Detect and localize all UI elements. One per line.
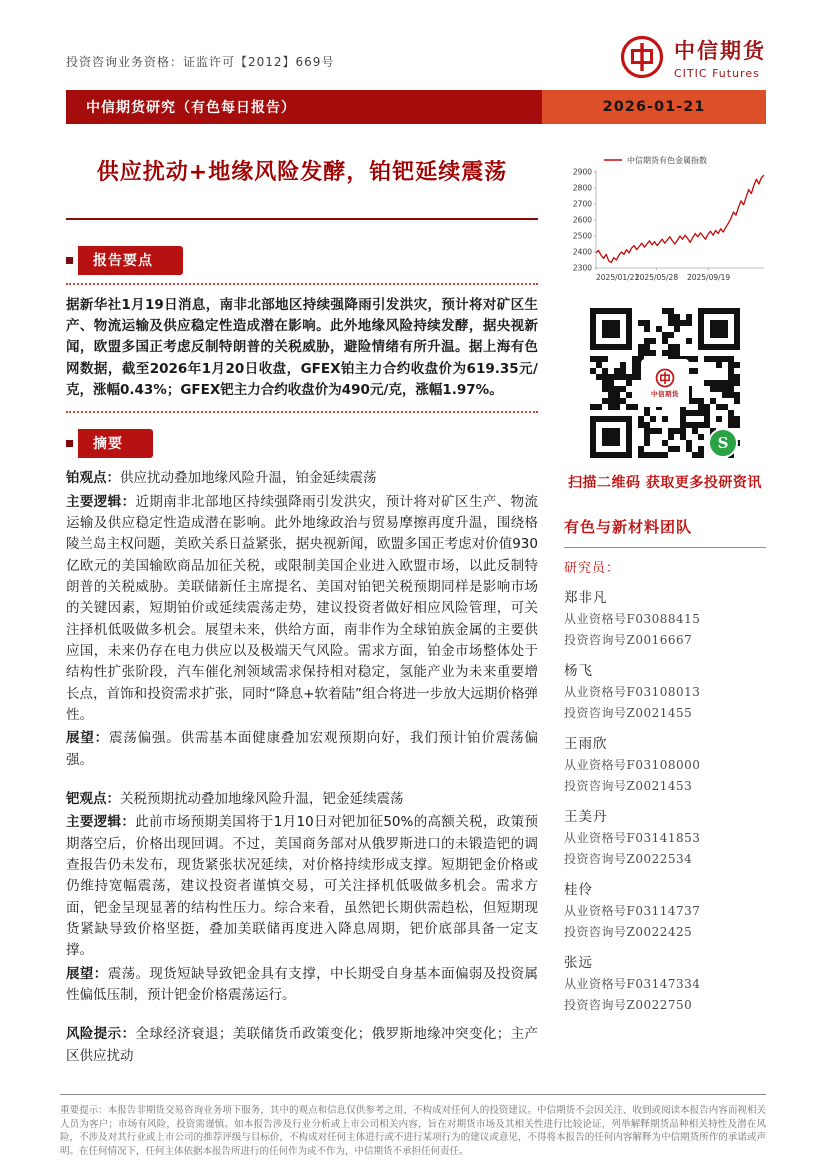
researcher-entry: [564, 732, 766, 794]
researcher-entry: [564, 586, 766, 648]
summary-block-label: 铂观点：: [66, 470, 120, 487]
researcher-cert-number: 从业资格号F03108000: [564, 758, 701, 772]
researcher-advisory-number: 投资咨询号Z0022425: [564, 925, 693, 939]
report-banner: [66, 90, 766, 124]
team-title: 有色与新材料团队: [564, 518, 693, 536]
badge-square-icon: [66, 257, 73, 264]
summary-block-text: 全球经济衰退；美联储货币政策变化；俄罗斯地缘冲突变化；主产区供应扰动: [66, 1026, 539, 1064]
researcher-advisory-number: 投资咨询号Z0016667: [564, 633, 693, 647]
svg-text:2300: 2300: [572, 263, 592, 273]
brand-name-cn: 中信期货: [674, 38, 766, 63]
summary-block-label: 主要逻辑：: [66, 493, 136, 510]
disclaimer: 重要提示：本报告非期货交易咨询业务项下服务，其中的观点和信息仅供参考之用，不构成对任何人的投资建议。中信期货不会因关注、收到或阅读本报告内容而视相关人员为客户；市场有风险，投资需谨慎。如本报告涉及行业分析或上市公司相关内容，旨在对期货市场及其相关性进行比较论证，列举解释期货品种相关特性及潜在风险，不涉及对其行业或上市公司的推荐评级与目标价，不构成对任何主体进行或不进行某项行为的建议或意见，不得将本报告的任何内容解释为中信期货所作的承诺或声明。在任何情况下，任何主体依据本报告所进行的任何作为或不作为，中信期货不承担任何责任。: [60, 1094, 766, 1159]
badge-square-icon: [66, 440, 73, 447]
researcher-cert-number: 从业资格号F03114737: [564, 904, 701, 918]
summary-block: [66, 728, 538, 771]
summary-blocks: [66, 468, 538, 1067]
report-title: 供应扰动+地缘风险发酵，铂钯延续震荡: [96, 160, 508, 185]
summary-block-label: 展望：: [66, 730, 109, 747]
researcher-entry: [564, 805, 766, 867]
qr-caption: 扫描二维码 获取更多投研资讯: [568, 475, 762, 491]
qr-center-brand-text: 中信期货: [651, 390, 679, 398]
researcher-name: 王美丹: [564, 809, 608, 825]
dotted-divider: [66, 283, 538, 285]
banner-title: 中信期货研究（有色每日报告）: [66, 90, 542, 124]
summary-block-text: 供应扰动叠加地缘风险升温，铂金延续震荡: [120, 470, 377, 487]
researcher-entry: [564, 878, 766, 940]
summary-block: [66, 468, 538, 489]
svg-text:2025/05/28: 2025/05/28: [634, 273, 679, 282]
summary-block-label: 风险提示：: [66, 1026, 136, 1043]
svg-text:2500: 2500: [572, 231, 592, 241]
report-date: 2026-01-21: [542, 90, 766, 124]
summary-block-text: 近期南非北部地区持续强降雨引发洪灾，预计将对矿区生产、物流运输及供应稳定性造成潜在影响。此外地缘政治与贸易摩擦再度升温，围绕格陵兰岛主权问题，美欧关系日益紧张，据央视新闻，欧盟多国正考虑对价值930亿欧元的美国输欧商品加征关税，或限制美国企业进入欧盟市场，以此反制特朗普的关税威胁。美联储新任主席提名、美国对铂钯关税预期同样是影响市场的关键因素，短期铂价或延续震荡走势，建议投资者做好相应风险管理，可关注择机低吸做多机会。展望未来，供给方面，南非作为全球铂族金属的主要供应国，未来仍存在电力供应以及极端天气风险。需求方面，铂金市场整体处于结构性扩张阶段，汽车催化剂领域需求保持相对稳定，氢能产业为未来重要增长点，首饰和投资需求扩张，同时“降息+软着陆”组合将进一步放大远期价格弹性。: [66, 493, 539, 723]
team-divider: [564, 547, 766, 548]
researcher-cert-number: 从业资格号F03141853: [564, 831, 701, 845]
svg-text:2400: 2400: [572, 247, 592, 257]
summary-block-text: 震荡。现货短缺导致钯金具有支撑，中长期受自身基本面偏弱及投资属性偏低压制，预计钯金价格震荡运行。: [66, 965, 539, 1003]
qr-code: [590, 308, 740, 458]
index-chart: [564, 152, 766, 284]
highlights-badge: 报告要点: [78, 246, 183, 275]
researcher-entry: [564, 659, 766, 721]
researcher-entry: [564, 951, 766, 1013]
citic-emblem-icon: [619, 34, 665, 80]
svg-text:2025/01/21: 2025/01/21: [596, 273, 640, 282]
svg-text:2800: 2800: [572, 183, 592, 193]
svg-text:2700: 2700: [572, 199, 592, 209]
summary-badge: 摘要: [78, 429, 153, 458]
researcher-cert-number: 从业资格号F03108013: [564, 685, 701, 699]
researcher-advisory-number: 投资咨询号Z0022750: [564, 998, 693, 1012]
wechat-icon: S: [708, 428, 738, 458]
researcher-name: 杨飞: [564, 663, 593, 679]
researcher-advisory-number: 投资咨询号Z0022534: [564, 852, 693, 866]
content-area: [66, 150, 766, 1069]
researcher-list: [564, 586, 766, 1013]
summary-block-label: 主要逻辑：: [66, 814, 136, 831]
summary-block: [66, 1024, 538, 1067]
summary-block-label: 展望：: [66, 965, 108, 982]
summary-block-text: 震荡偏强。供需基本面健康叠加宏观预期向好，我们预计铂价震荡偏强。: [66, 730, 538, 768]
qr-center-logo: [641, 359, 689, 407]
brand-logo: [619, 34, 766, 80]
researcher-name: 王雨欣: [564, 736, 608, 752]
researcher-cert-number: 从业资格号F03088415: [564, 612, 701, 626]
summary-block: [66, 789, 538, 810]
summary-block: [66, 492, 538, 727]
summary-header: [66, 429, 538, 458]
qualification-text: 投资咨询业务资格：证监许可【2012】669号: [66, 55, 335, 69]
svg-text:中信期货有色金属指数: 中信期货有色金属指数: [627, 156, 707, 165]
researcher-cert-number: 从业资格号F03147334: [564, 977, 701, 991]
researcher-name: 张远: [564, 955, 593, 971]
sidebar-column: [564, 150, 766, 1069]
svg-text:2900: 2900: [572, 167, 592, 177]
researcher-name: 郑非凡: [564, 590, 608, 606]
summary-block-text: 关税预期扰动叠加地缘风险升温，钯金延续震荡: [120, 790, 404, 807]
svg-text:2025/09/19: 2025/09/19: [686, 273, 731, 282]
brand-name: [674, 35, 766, 80]
brand-name-en: CITIC Futures: [674, 66, 760, 80]
index-chart-svg: [564, 152, 770, 284]
researcher-role-label: 研究员：: [564, 561, 621, 576]
header: [0, 0, 826, 90]
title-divider: [66, 218, 538, 220]
dotted-divider: [66, 411, 538, 413]
summary-block: [66, 964, 538, 1007]
summary-block-text: 此前市场预期美国将于1月10日对钯加征50%的高额关税，政策预期落空后，价格出现回调。不过，美国商务部对从俄罗斯进口的未锻造钯的调查报告仍未发布，现货紧张状况延续，对价格持续形成支撑。短期钯金价格或仍维持宽幅震荡，建议投资者谨慎交易，可关注择机低吸做多机会。需求方面，钯金呈现显著的结构性压力。综合来看，虽然钯长期供需趋松，但短期现货紧缺导致价格坚挺，叠加美联储再度进入降息周期，钯价底部具备一定支撑。: [66, 814, 539, 959]
researcher-advisory-number: 投资咨询号Z0021453: [564, 779, 693, 793]
researcher-name: 桂伶: [564, 882, 593, 898]
main-column: [66, 150, 538, 1069]
summary-block-label: 钯观点：: [66, 790, 120, 807]
citic-emblem-icon: [655, 368, 675, 388]
summary-block: [66, 812, 538, 961]
highlights-text: 据新华社1月19日消息，南非北部地区持续强降雨引发洪灾，预计将对矿区生产、物流运输及供应稳定性造成潜在影响。此外地缘风险持续发酵，据央视新闻，欧盟多国正考虑反制特朗普的关税威胁，避险情绪有所升温。据上海有色网数据，截至2026年1月20日收盘，GFEX铂主力合约收盘价为619.35元/克，涨幅0.43%；GFEX钯主力合约收盘价为490元/克，涨幅1.97%。: [66, 296, 538, 398]
researcher-advisory-number: 投资咨询号Z0021455: [564, 706, 693, 720]
highlights-header: [66, 246, 538, 275]
svg-text:2600: 2600: [572, 215, 592, 225]
